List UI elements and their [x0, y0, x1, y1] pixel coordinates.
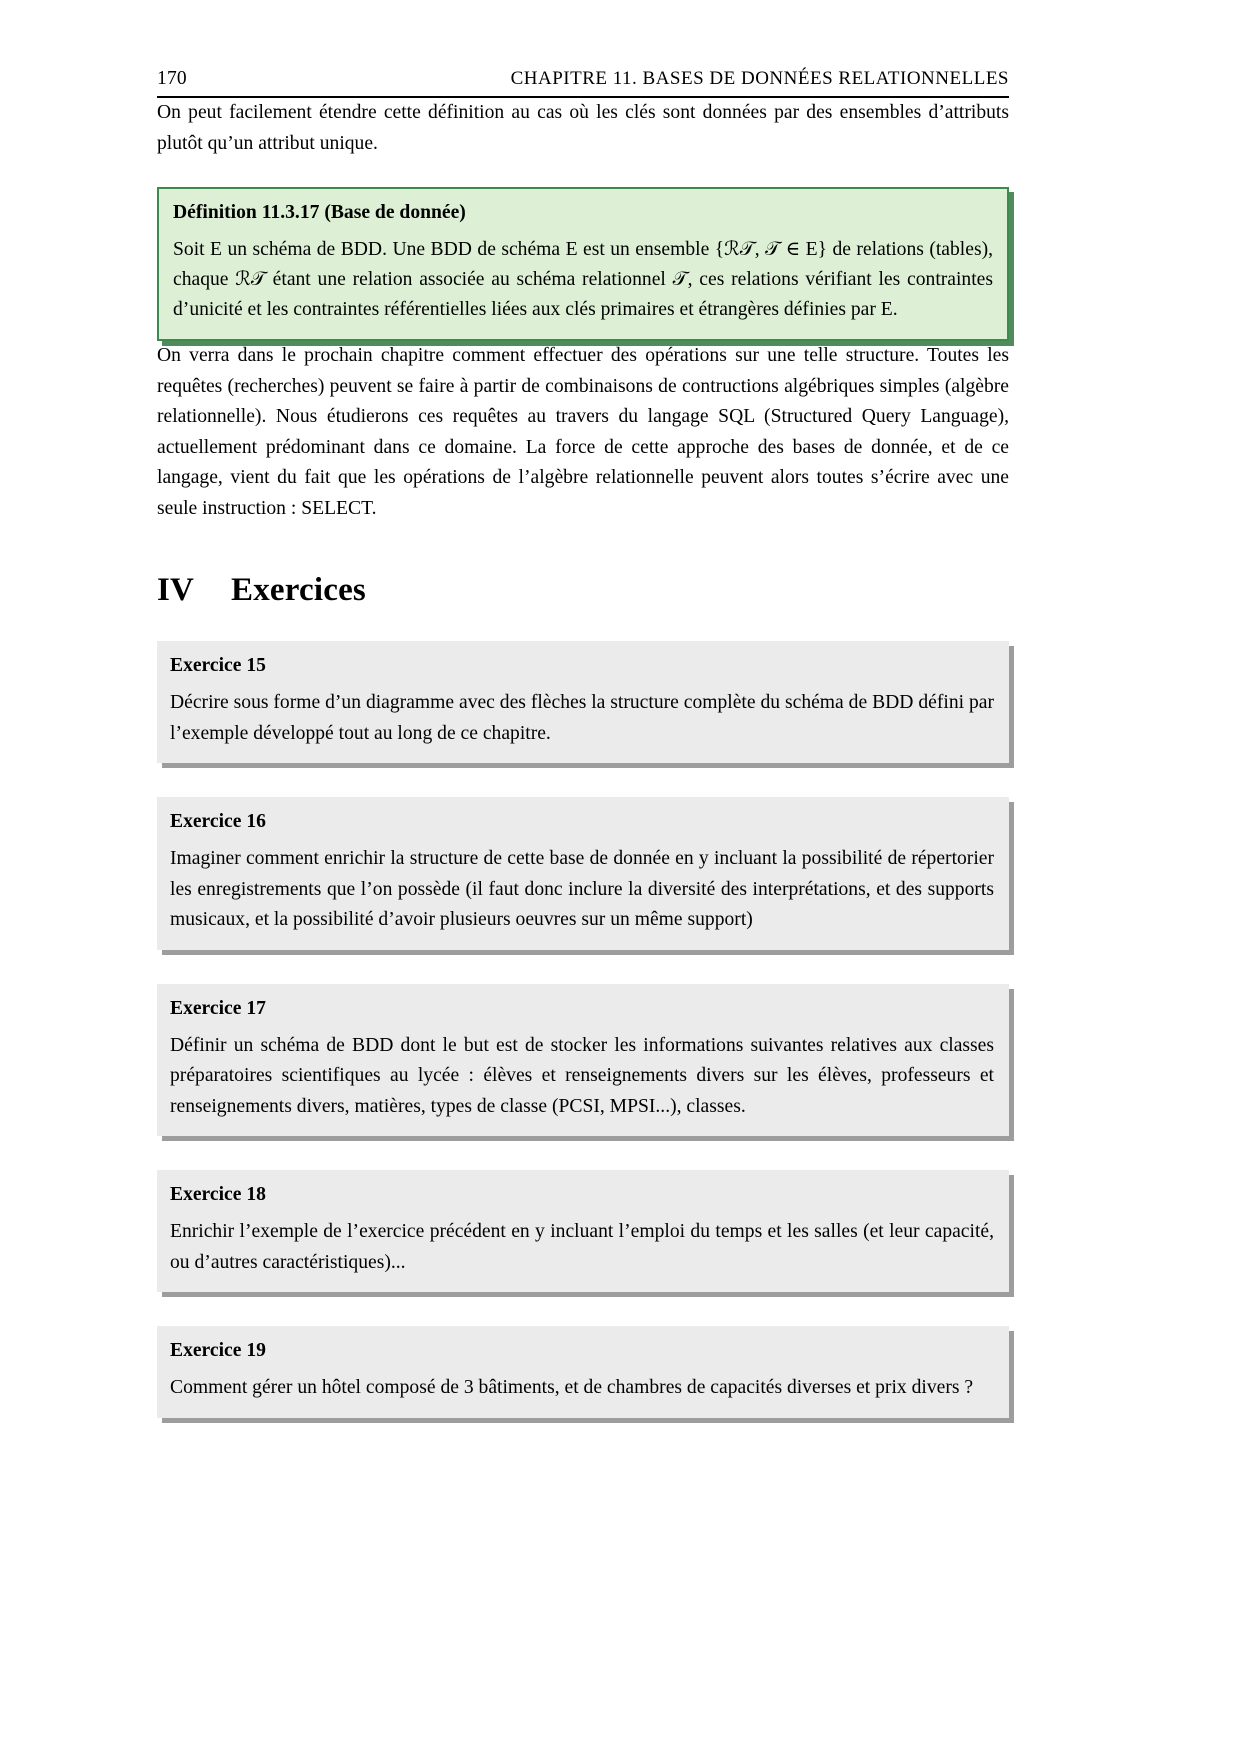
section-number: IV	[157, 572, 195, 608]
exercise-title: Exercice 15	[170, 655, 266, 676]
intro-paragraph: On peut facilement étendre cette définition au cas où les clés sont données par des ensembles d’attributs plutôt qu’un attribut unique.	[157, 102, 1009, 154]
exercise-body: Définir un schéma de BDD dont le but est de stocker les informations suivantes relatives aux classes préparatoires scientifiques au lycée : élèves et renseignements divers sur les élèves, professeurs et renseignements divers, matières, types de classe (PCSI, MPSI...), classes.	[170, 1034, 994, 1117]
definition-box-wrapper	[157, 187, 1009, 341]
definition-box	[157, 187, 1009, 341]
exercise-box	[157, 797, 1009, 950]
exercise-body: Imaginer comment enrichir la structure de cette base de donnée en y incluant la possibilité de répertorier les enregistrements que l’on possède (il faut donc inclure la diversité des interprétations, et des supports musicaux, et la possibilité d’avoir plusieurs oeuvres sur un même support)	[170, 848, 994, 930]
exercise-title: Exercice 18	[170, 1184, 266, 1205]
exercise-body: Décrire sous forme d’un diagramme avec des flèches la structure complète du schéma de BDD défini par l’exemple développé tout au long de ce chapitre.	[170, 692, 994, 744]
definition-body: Soit E un schéma de BDD. Une BDD de schéma E est un ensemble {ℛ𝒯, 𝒯 ∈ E} de relations (tables), chaque ℛ𝒯 étant une relation associée au schéma relationnel 𝒯, ces relations vérifiant les contraintes d’unicité et les contraintes référentielles liées aux clés primaires et étrangères définies par E.	[173, 239, 993, 320]
post-definition-paragraph: On verra dans le prochain chapitre comment effectuer des opérations sur une telle structure. Toutes les requêtes (recherches) peuvent se faire à partir de combinaisons de contructions algébriques simples (algèbre relationnelle). Nous étudierons ces requêtes au travers du langage SQL (Structured Query Language), actuellement prédominant dans ce domaine. La force de cette approche des bases de donnée, et de ce langage, vient du fait que les opérations de l’algèbre relationnelle peuvent alors toutes s’écrire avec une seule instruction : SELECT.	[157, 345, 1009, 519]
exercise-title: Exercice 16	[170, 811, 266, 832]
page-content-column	[157, 68, 1009, 1418]
section-title: Exercices	[231, 572, 366, 608]
exercise-title: Exercice 17	[170, 997, 266, 1019]
page-number: 170	[157, 68, 187, 89]
definition-title: Définition 11.3.17 (Base de donnée)	[173, 202, 466, 223]
section-heading	[157, 570, 1009, 610]
running-head-title: CHAPITRE 11. BASES DE DONNÉES RELATIONNELLES	[510, 68, 1009, 89]
exercise-title: Exercice 19	[170, 1340, 266, 1361]
exercise-box	[157, 984, 1009, 1137]
exercise-body: Enrichir l’exemple de l’exercice précédent en y incluant l’emploi du temps et les salles (et leur capacité, ou d’autres caractéristiques)...	[170, 1221, 994, 1273]
exercise-box	[157, 1326, 1009, 1418]
running-head	[157, 68, 1009, 98]
exercise-box	[157, 1170, 1009, 1292]
exercise-body: Comment gérer un hôtel composé de 3 bâtiments, et de chambres de capacités diverses et prix divers ?	[170, 1377, 974, 1398]
exercise-box	[157, 641, 1009, 763]
